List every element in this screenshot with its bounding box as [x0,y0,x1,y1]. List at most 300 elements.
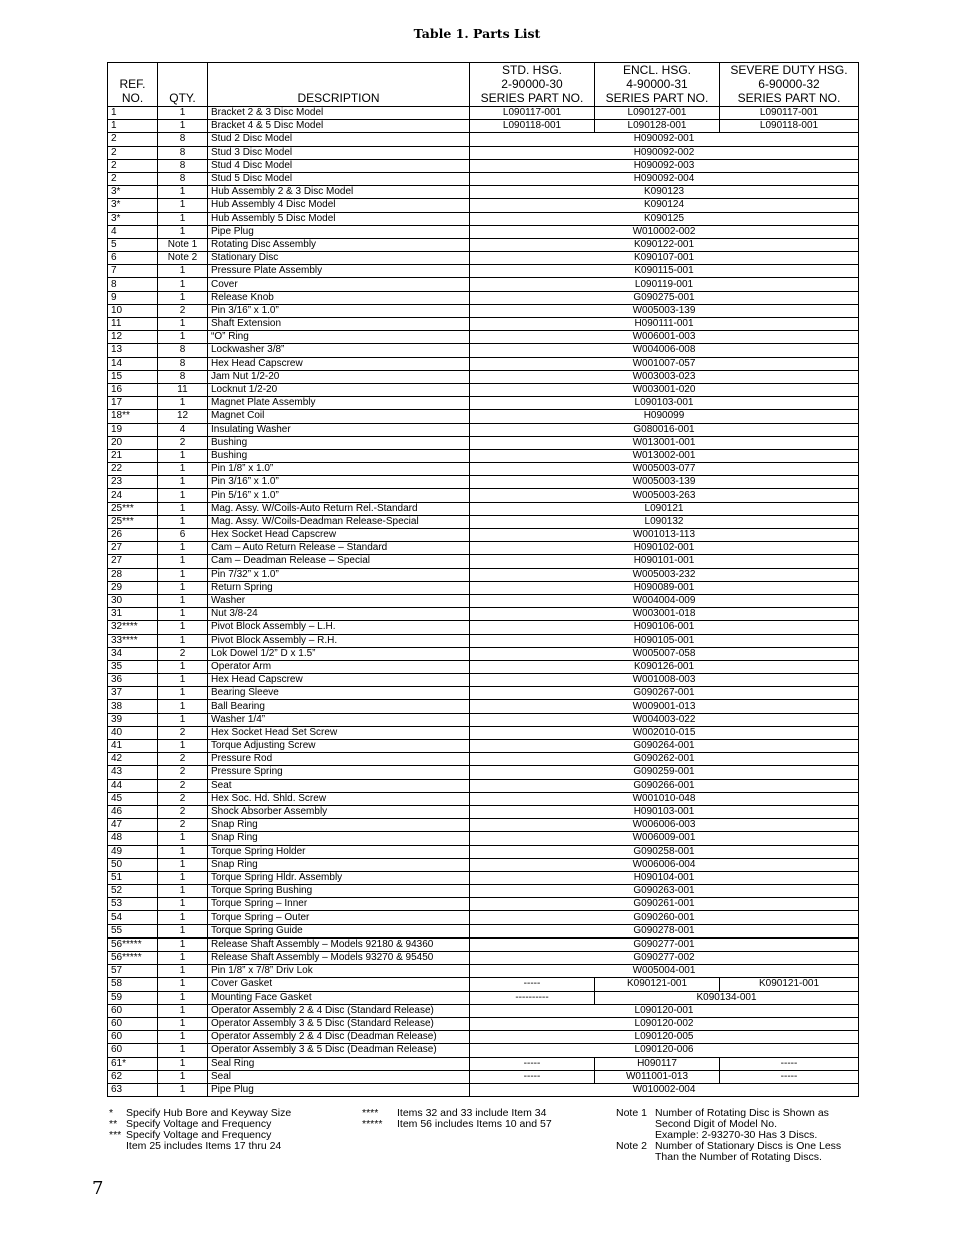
description-cell: Bracket 2 & 3 Disc Model [208,107,470,120]
ref-no-cell: 19 [108,423,158,436]
footnote [616,1152,841,1163]
table-row [108,608,859,621]
part-no-all-housings-cell: W005004-001 [470,965,859,978]
table-row [108,436,859,449]
ref-no-cell: 26 [108,529,158,542]
qty-cell: 8 [158,357,208,370]
description-cell: Torque Adjusting Screw [208,740,470,753]
part-no-all-housings-cell: W004003-022 [470,713,859,726]
description-cell: Lockwasher 3/8” [208,344,470,357]
qty-cell: 8 [158,146,208,159]
footnote-mark: **** [362,1107,379,1119]
ref-no-cell: 44 [108,779,158,792]
part-no-all-housings-cell: G090266-001 [470,779,859,792]
encl-part-no-cell: H090117 [595,1057,720,1070]
ref-no-cell: 11 [108,318,158,331]
qty-cell: 1 [158,740,208,753]
description-cell: Hex Soc. Hd. Shld. Screw [208,792,470,805]
table-row [108,449,859,462]
footnotes-middle [362,1108,552,1130]
ref-no-cell: 16 [108,383,158,396]
ref-no-cell: 12 [108,331,158,344]
qty-cell: 8 [158,159,208,172]
table-row [108,911,859,924]
qty-cell: Note 2 [158,252,208,265]
qty-cell: 1 [158,476,208,489]
description-cell: Stud 2 Disc Model [208,133,470,146]
ref-no-cell: 62 [108,1070,158,1083]
ref-no-cell: 54 [108,911,158,924]
table-row [108,529,859,542]
ref-no-cell: 41 [108,740,158,753]
part-no-all-housings-cell: L090132 [470,515,859,528]
part-no-all-housings-cell: W003001-020 [470,383,859,396]
qty-cell: 1 [158,515,208,528]
ref-no-cell: 2 [108,133,158,146]
qty-cell: 8 [158,172,208,185]
table-row [108,502,859,515]
description-cell: Cam – Auto Return Release – Standard [208,542,470,555]
ref-no-cell: 39 [108,713,158,726]
description-cell: Return Spring [208,581,470,594]
qty-cell: 1 [158,212,208,225]
part-no-all-housings-cell: H090103-001 [470,805,859,818]
description-cell: Mag. Assy. W/Coils-Auto Return Rel.-Standard [208,502,470,515]
ref-no-cell: 43 [108,766,158,779]
table-row [108,594,859,607]
description-cell: Stud 5 Disc Model [208,172,470,185]
qty-cell: 2 [158,819,208,832]
ref-no-cell: 21 [108,449,158,462]
part-no-all-housings-cell: G090262-001 [470,753,859,766]
table-row [108,819,859,832]
ref-no-cell: 30 [108,594,158,607]
ref-no-cell: 25*** [108,502,158,515]
part-no-all-housings-cell: L090120-005 [470,1031,859,1044]
part-no-all-housings-cell: W002010-015 [470,726,859,739]
part-no-all-housings-cell: W006006-003 [470,819,859,832]
table-row [108,726,859,739]
qty-cell: 1 [158,885,208,898]
part-no-all-housings-cell: G090277-002 [470,952,859,965]
description-cell: Hex Socket Head Capscrew [208,529,470,542]
table-row [108,792,859,805]
ref-no-cell: 2 [108,146,158,159]
table-row [108,159,859,172]
ref-no-cell: 60 [108,1004,158,1017]
ref-no-cell: 7 [108,265,158,278]
table-row [108,265,859,278]
description-cell: Operator Assembly 2 & 4 Disc (Standard Release) [208,1004,470,1017]
footnote [362,1119,552,1130]
qty-cell: 8 [158,370,208,383]
description-cell: Pin 1/8” x 7/8” Driv Lok [208,965,470,978]
encl-part-no-cell: L090127-001 [595,107,720,120]
table-row [108,1070,859,1083]
part-no-all-housings-cell: G090258-001 [470,845,859,858]
qty-cell: 1 [158,713,208,726]
table-row [108,779,859,792]
description-cell: Cover Gasket [208,978,470,991]
qty-cell: 1 [158,502,208,515]
table-row [108,898,859,911]
table-row [108,674,859,687]
table-row [108,647,859,660]
description-cell: Insulating Washer [208,423,470,436]
part-no-all-housings-cell: G090260-001 [470,911,859,924]
std-part-no-cell: ---------- [470,991,595,1004]
ref-no-cell: 2 [108,159,158,172]
description-cell: Pipe Plug [208,225,470,238]
part-no-all-housings-cell: W013002-001 [470,449,859,462]
severe-part-no-cell: ----- [720,1070,859,1083]
ref-no-cell: 3* [108,212,158,225]
ref-no-cell: 56***** [108,952,158,965]
encl-severe-part-no-cell: K090134-001 [595,991,859,1004]
ref-no-cell: 5 [108,238,158,251]
description-cell: Snap Ring [208,858,470,871]
part-no-all-housings-cell: H090099 [470,410,859,423]
qty-cell: 1 [158,965,208,978]
description-cell: Torque Spring Bushing [208,885,470,898]
ref-no-cell: 60 [108,1044,158,1057]
description-cell: Pin 1/8” x 1.0” [208,463,470,476]
qty-cell: 1 [158,991,208,1004]
description-cell: Pressure Rod [208,753,470,766]
part-no-all-housings-cell: K090126-001 [470,660,859,673]
table-row [108,845,859,858]
qty-cell: 1 [158,858,208,871]
table-row [108,713,859,726]
part-no-all-housings-cell: W004004-009 [470,594,859,607]
part-no-all-housings-cell: L090121 [470,502,859,515]
footnote-text: Number of Stationary Discs is One Less [655,1140,842,1152]
description-cell: Stud 3 Disc Model [208,146,470,159]
description-cell: Bearing Sleeve [208,687,470,700]
table-row [108,687,859,700]
part-no-all-housings-cell: W005007-058 [470,647,859,660]
description-cell: Locknut 1/2-20 [208,383,470,396]
part-no-all-housings-cell: W010002-004 [470,1083,859,1096]
qty-cell: 1 [158,331,208,344]
description-cell: Operator Assembly 3 & 5 Disc (Standard Release) [208,1017,470,1030]
table-row [108,212,859,225]
ref-no-cell: 22 [108,463,158,476]
table-row [108,225,859,238]
ref-no-cell: 20 [108,436,158,449]
part-no-all-housings-cell: L090120-002 [470,1017,859,1030]
qty-cell: 1 [158,924,208,938]
part-no-all-housings-cell: H090102-001 [470,542,859,555]
description-cell: Ball Bearing [208,700,470,713]
part-no-all-housings-cell: W003003-023 [470,370,859,383]
header-severe-duty-hsg: SEVERE DUTY HSG. 6-90000-32 SERIES PART NO. [720,63,859,107]
part-no-all-housings-cell: W003001-018 [470,608,859,621]
qty-cell: 2 [158,647,208,660]
table-row [108,924,859,938]
table-row [108,463,859,476]
table-row [108,133,859,146]
ref-no-cell: 40 [108,726,158,739]
std-part-no-cell: ----- [470,1057,595,1070]
part-no-all-housings-cell: G090277-001 [470,938,859,952]
table-row [108,107,859,120]
encl-part-no-cell: W011001-013 [595,1070,720,1083]
ref-no-cell: 23 [108,476,158,489]
footnote-text: Number of Rotating Disc is Shown as [655,1107,829,1119]
severe-part-no-cell: L090117-001 [720,107,859,120]
ref-no-cell: 36 [108,674,158,687]
ref-no-cell: 28 [108,568,158,581]
description-cell: Release Shaft Assembly – Models 93270 & 95450 [208,952,470,965]
part-no-all-housings-cell: G090278-001 [470,924,859,938]
qty-cell: 1 [158,278,208,291]
part-no-all-housings-cell: G090264-001 [470,740,859,753]
ref-no-cell: 48 [108,832,158,845]
qty-cell: 1 [158,1044,208,1057]
description-cell: Nut 3/8-24 [208,608,470,621]
description-cell: Pin 7/32” x 1.0” [208,568,470,581]
footnote-text: Specify Hub Bore and Keyway Size [126,1107,292,1119]
table-row [108,344,859,357]
description-cell: Torque Spring – Outer [208,911,470,924]
part-no-all-housings-cell: H090092-001 [470,133,859,146]
table-row [108,489,859,502]
header-description: DESCRIPTION [208,63,470,107]
table-row [108,832,859,845]
footnote-mark: ***** [362,1118,383,1130]
qty-cell: 1 [158,225,208,238]
qty-cell: 1 [158,449,208,462]
table-row [108,885,859,898]
description-cell: Shock Absorber Assembly [208,805,470,818]
table-row [108,766,859,779]
description-cell: Snap Ring [208,832,470,845]
footnote-text: Than the Number of Rotating Discs. [655,1151,822,1163]
description-cell: Seal [208,1070,470,1083]
ref-no-cell: 6 [108,252,158,265]
ref-no-cell: 27 [108,555,158,568]
qty-cell: 1 [158,608,208,621]
ref-no-cell: 4 [108,225,158,238]
description-cell: Hub Assembly 5 Disc Model [208,212,470,225]
ref-no-cell: 60 [108,1031,158,1044]
part-no-all-housings-cell: H090101-001 [470,555,859,568]
description-cell: Lok Dowel 1/2” D x 1.5” [208,647,470,660]
table-row [108,172,859,185]
part-no-all-housings-cell: K090124 [470,199,859,212]
header-ref-no: REF. NO. [108,63,158,107]
footnotes-right [616,1108,841,1163]
description-cell: Pressure Spring [208,766,470,779]
table-row [108,278,859,291]
qty-cell: 1 [158,291,208,304]
encl-part-no-cell: L090128-001 [595,120,720,133]
ref-no-cell: 14 [108,357,158,370]
part-no-all-housings-cell: H090104-001 [470,871,859,884]
qty-cell: 1 [158,832,208,845]
description-cell: Torque Spring – Inner [208,898,470,911]
table-row [108,199,859,212]
table-header-row [108,63,859,107]
ref-no-cell: 53 [108,898,158,911]
table-row [108,186,859,199]
qty-cell: 1 [158,489,208,502]
description-cell: Jam Nut 1/2-20 [208,370,470,383]
part-no-all-housings-cell: K090107-001 [470,252,859,265]
parts-table-body [108,107,859,1097]
part-no-all-housings-cell: W006001-003 [470,331,859,344]
part-no-all-housings-cell: L090120-006 [470,1044,859,1057]
part-no-all-housings-cell: W010002-002 [470,225,859,238]
description-cell: Hub Assembly 2 & 3 Disc Model [208,186,470,199]
part-no-all-housings-cell: W004006-008 [470,344,859,357]
part-no-all-housings-cell: W005003-232 [470,568,859,581]
table-row [108,753,859,766]
part-no-all-housings-cell: H090111-001 [470,318,859,331]
table-title: Table 1. Parts List [413,26,541,41]
part-no-all-housings-cell: K090122-001 [470,238,859,251]
description-cell: “O” Ring [208,331,470,344]
description-cell: Cover [208,278,470,291]
ref-no-cell: 3* [108,199,158,212]
table-row [108,1031,859,1044]
qty-cell: 1 [158,621,208,634]
part-no-all-housings-cell: W005003-139 [470,304,859,317]
part-no-all-housings-cell: W001010-048 [470,792,859,805]
footnote-mark: Note 1 [616,1107,647,1119]
part-no-all-housings-cell: W009001-013 [470,700,859,713]
qty-cell: 8 [158,344,208,357]
description-cell: Pin 5/16” x 1.0” [208,489,470,502]
table-row [108,318,859,331]
qty-cell: 1 [158,594,208,607]
ref-no-cell: 61* [108,1057,158,1070]
qty-cell: 1 [158,397,208,410]
qty-cell: 2 [158,436,208,449]
description-cell: Pressure Plate Assembly [208,265,470,278]
qty-cell: 1 [158,1083,208,1096]
part-no-all-housings-cell: G080016-001 [470,423,859,436]
ref-no-cell: 55 [108,924,158,938]
description-cell: Cam – Deadman Release – Special [208,555,470,568]
part-no-all-housings-cell: H090092-004 [470,172,859,185]
description-cell: Pin 3/16” x 1.0” [208,476,470,489]
ref-no-cell: 35 [108,660,158,673]
table-row [108,700,859,713]
qty-cell: 11 [158,383,208,396]
footnote [109,1141,291,1152]
description-cell: Operator Assembly 3 & 5 Disc (Deadman Release) [208,1044,470,1057]
ref-no-cell: 50 [108,858,158,871]
description-cell: Bushing [208,449,470,462]
qty-cell: Note 1 [158,238,208,251]
ref-no-cell: 52 [108,885,158,898]
table-row [108,952,859,965]
table-row [108,542,859,555]
part-no-all-housings-cell: H090089-001 [470,581,859,594]
description-cell: Pipe Plug [208,1083,470,1096]
table-row [108,634,859,647]
description-cell: Washer [208,594,470,607]
part-no-all-housings-cell: W006006-004 [470,858,859,871]
table-row [108,383,859,396]
ref-no-cell: 31 [108,608,158,621]
description-cell: Magnet Coil [208,410,470,423]
footnote-text: Specify Voltage and Frequency [126,1118,272,1130]
qty-cell: 1 [158,687,208,700]
table-row [108,581,859,594]
ref-no-cell: 24 [108,489,158,502]
description-cell: Pivot Block Assembly – R.H. [208,634,470,647]
part-no-all-housings-cell: W001013-113 [470,529,859,542]
table-row [108,1057,859,1070]
ref-no-cell: 32**** [108,621,158,634]
footnote-text: Items 32 and 33 include Item 34 [397,1107,547,1119]
header-std-hsg: STD. HSG. 2-90000-30 SERIES PART NO. [470,63,595,107]
table-row [108,991,859,1004]
description-cell: Magnet Plate Assembly [208,397,470,410]
part-no-all-housings-cell: H090092-003 [470,159,859,172]
table-row [108,370,859,383]
table-row [108,291,859,304]
footnote-mark: ** [109,1118,118,1130]
part-no-all-housings-cell: G090267-001 [470,687,859,700]
footnote-text: Item 56 includes Items 10 and 57 [397,1118,552,1130]
qty-cell: 2 [158,304,208,317]
qty-cell: 1 [158,107,208,120]
footnote-text: Item 25 includes Items 17 thru 24 [126,1140,282,1152]
severe-part-no-cell: K090121-001 [720,978,859,991]
qty-cell: 1 [158,581,208,594]
description-cell: Bracket 4 & 5 Disc Model [208,120,470,133]
qty-cell: 2 [158,753,208,766]
part-no-all-housings-cell: W005003-139 [470,476,859,489]
part-no-all-housings-cell: G090261-001 [470,898,859,911]
qty-cell: 1 [158,938,208,952]
qty-cell: 1 [158,318,208,331]
ref-no-cell: 38 [108,700,158,713]
description-cell: Hex Head Capscrew [208,357,470,370]
table-row [108,871,859,884]
footnote-text: Second Digit of Model No. [655,1118,777,1130]
table-row [108,120,859,133]
qty-cell: 8 [158,133,208,146]
part-no-all-housings-cell: H090092-002 [470,146,859,159]
description-cell: Seal Ring [208,1057,470,1070]
ref-no-cell: 34 [108,647,158,660]
qty-cell: 1 [158,660,208,673]
table-row [108,1004,859,1017]
ref-no-cell: 59 [108,991,158,1004]
description-cell: Pin 3/16” x 1.0” [208,304,470,317]
description-cell: Shaft Extension [208,318,470,331]
description-cell: Bushing [208,436,470,449]
qty-cell: 2 [158,792,208,805]
qty-cell: 1 [158,463,208,476]
table-row [108,555,859,568]
table-row [108,515,859,528]
qty-cell: 1 [158,978,208,991]
footnote-mark: *** [109,1129,122,1141]
severe-part-no-cell: L090118-001 [720,120,859,133]
part-no-all-housings-cell: K090123 [470,186,859,199]
ref-no-cell: 27 [108,542,158,555]
description-cell: Hex Head Capscrew [208,674,470,687]
qty-cell: 1 [158,199,208,212]
table-row [108,1044,859,1057]
qty-cell: 1 [158,1057,208,1070]
